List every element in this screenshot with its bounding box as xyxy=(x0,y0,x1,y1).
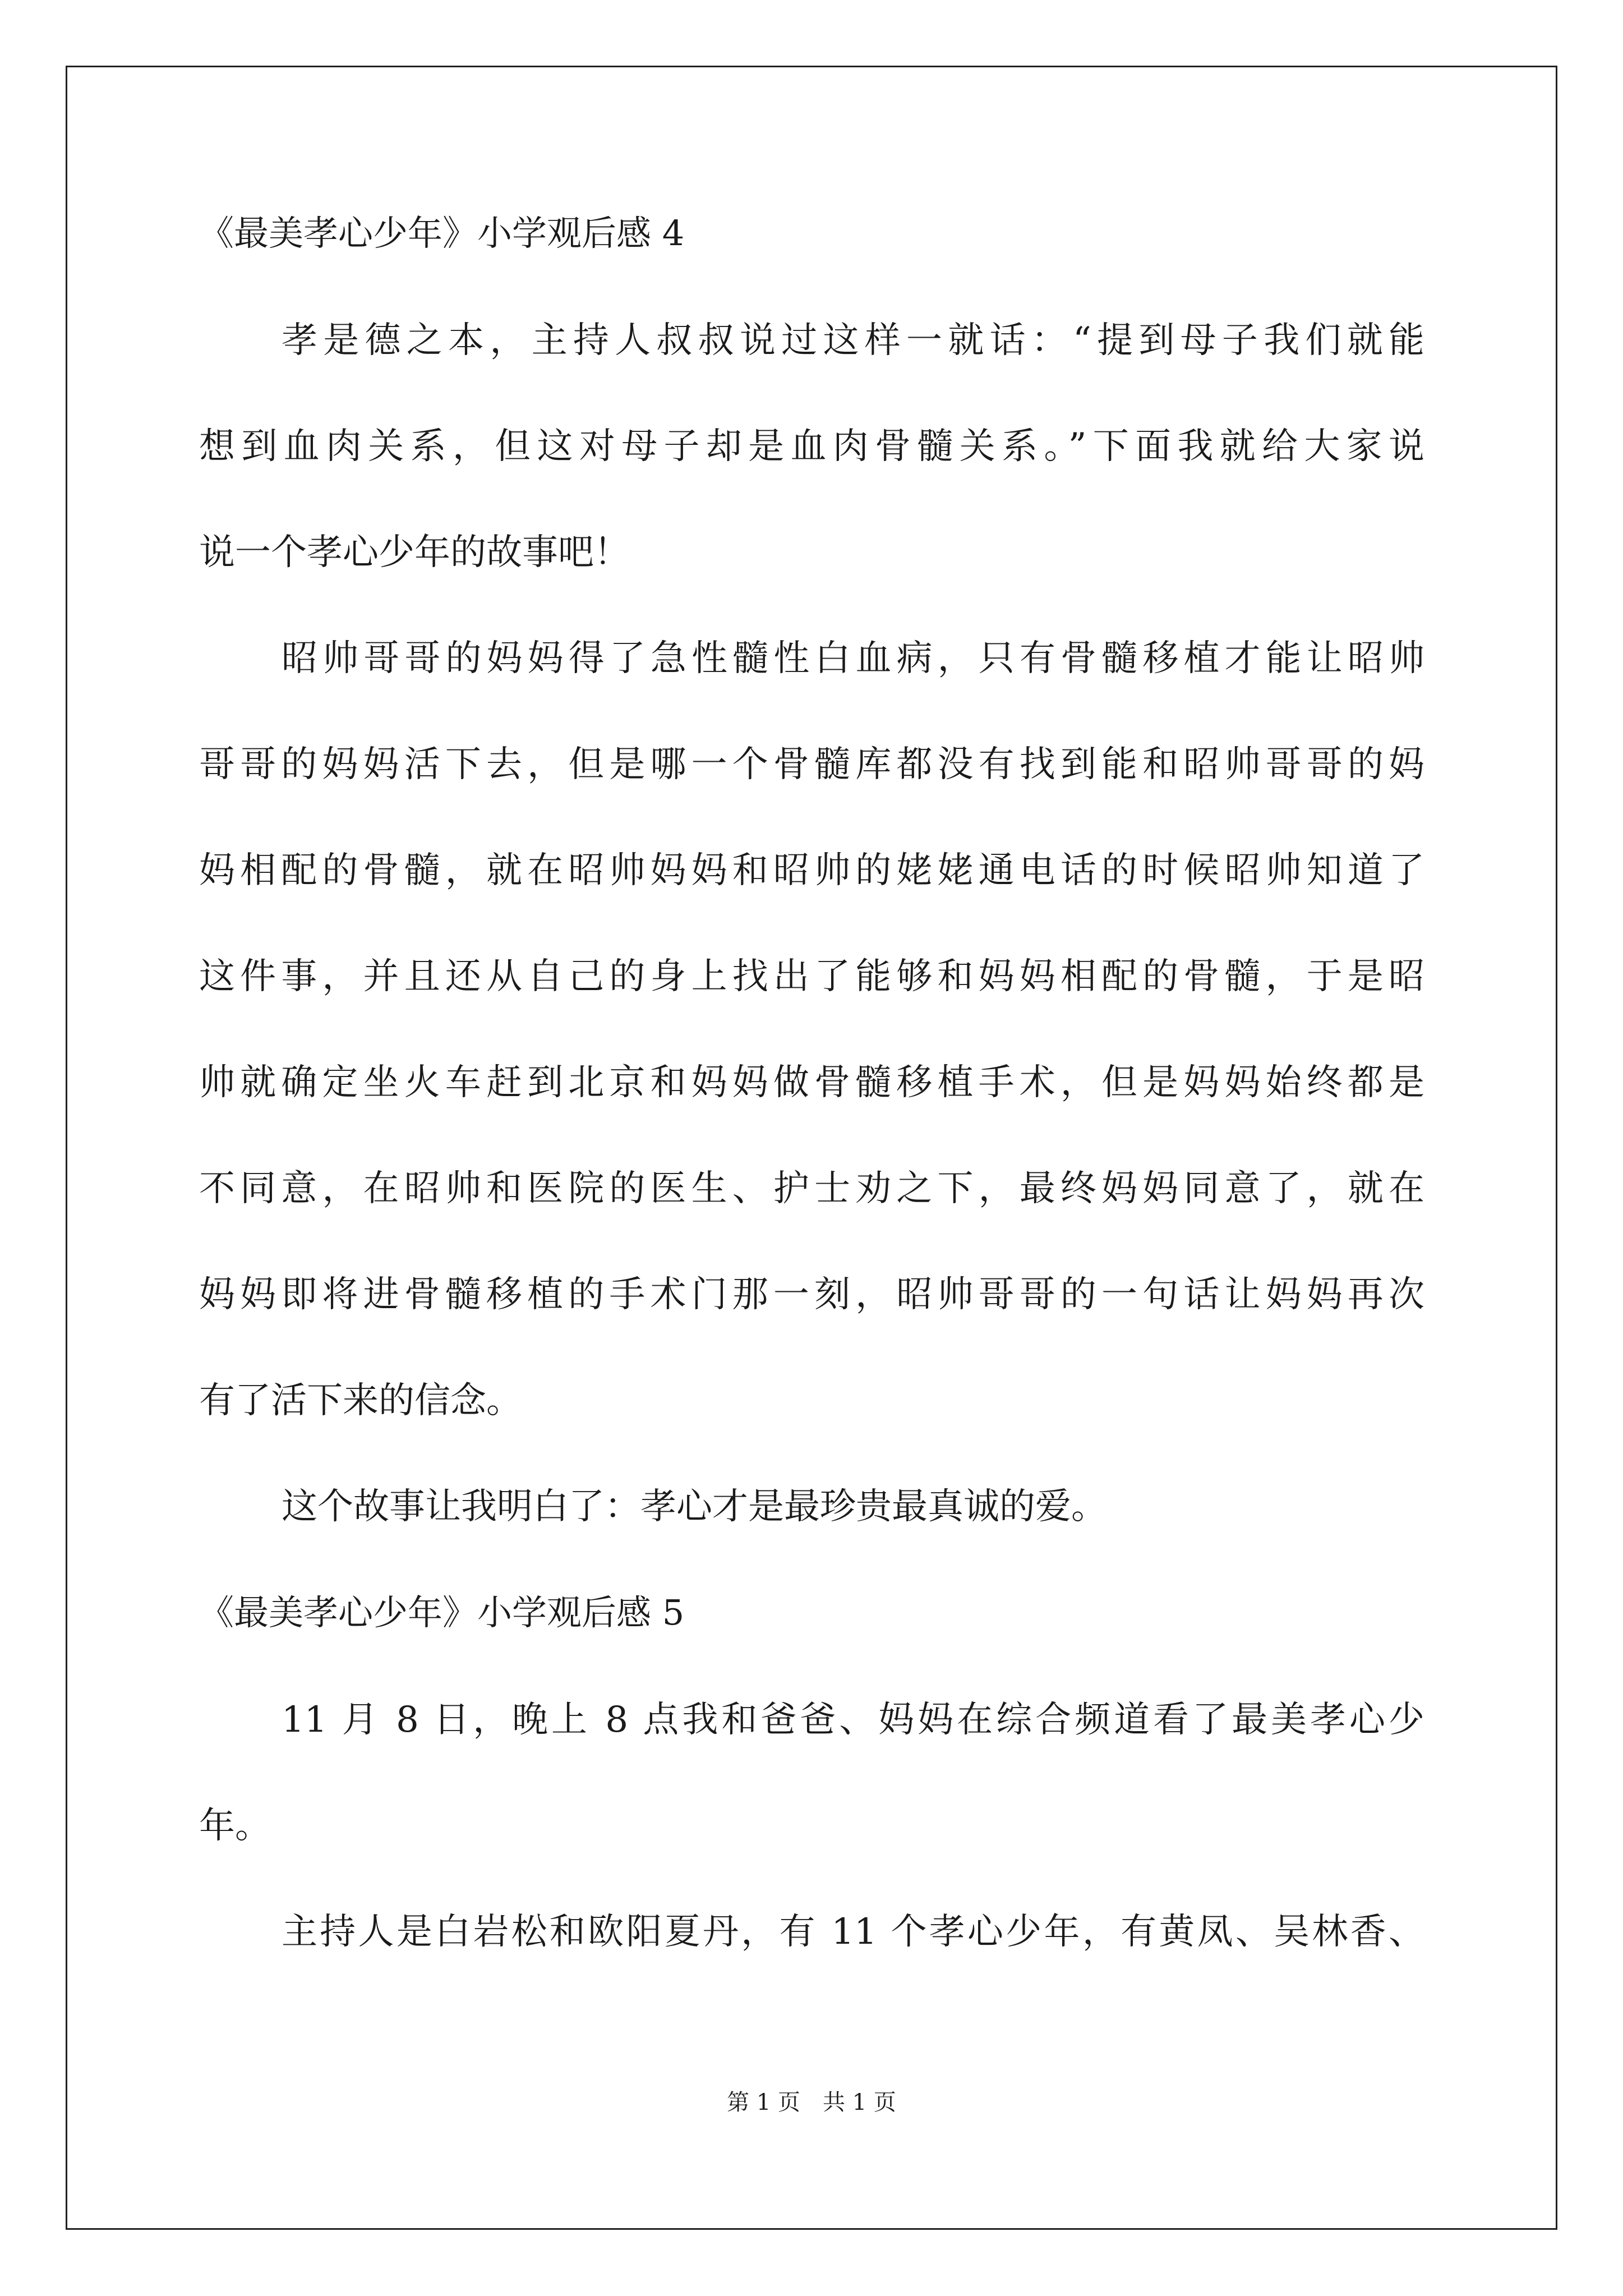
paragraph-line: 年。 xyxy=(199,1805,271,1847)
section-heading-4: 《最美孝心少年》小学观后感 4 xyxy=(199,213,685,254)
paragraph-line: 这件事，并且还从自己的身上找出了能够和妈妈相配的骨髓，于是昭 xyxy=(199,956,1424,997)
paragraph-line: 昭帅哥哥的妈妈得了急性髓性白血病，只有骨髓移植才能让昭帅 xyxy=(282,638,1424,679)
paragraph-line: 11 月 8 日，晚上 8 点我和爸爸、妈妈在综合频道看了最美孝心少 xyxy=(282,1699,1424,1741)
paragraph-line: 妈妈即将进骨髓移植的手术门那一刻，昭帅哥哥的一句话让妈妈再次 xyxy=(199,1274,1424,1315)
paragraph-line: 想到血肉关系，但这对母子却是血肉骨髓关系。”下面我就给大家说 xyxy=(199,426,1424,467)
paragraph-line: 说一个孝心少年的故事吧！ xyxy=(199,532,630,573)
paragraph-line: 哥哥的妈妈活下去，但是哪一个骨髓库都没有找到能和昭帅哥哥的妈 xyxy=(199,744,1424,785)
paragraph-line: 有了活下来的信念。 xyxy=(199,1380,522,1421)
paragraph-line: 主持人是白岩松和欧阳夏丹，有 11 个孝心少年，有黄凤、吴林香、 xyxy=(282,1911,1424,1953)
page-border xyxy=(66,66,1557,2230)
paragraph-line: 妈相配的骨髓，就在昭帅妈妈和昭帅的姥姥通电话的时候昭帅知道了 xyxy=(199,850,1424,891)
page-footer: 第 1 页 共 1 页 xyxy=(727,2090,896,2115)
paragraph-line: 孝是德之本，主持人叔叔说过这样一就话：“提到母子我们就能 xyxy=(282,320,1424,361)
paragraph-line: 不同意，在昭帅和医院的医生、护士劝之下，最终妈妈同意了，就在 xyxy=(199,1168,1424,1209)
paragraph-line: 帅就确定坐火车赶到北京和妈妈做骨髓移植手术，但是妈妈始终都是 xyxy=(199,1062,1424,1103)
section-heading-5: 《最美孝心少年》小学观后感 5 xyxy=(199,1592,685,1633)
paragraph-line: 这个故事让我明白了：孝心才是最珍贵最真诚的爱。 xyxy=(282,1486,1107,1527)
